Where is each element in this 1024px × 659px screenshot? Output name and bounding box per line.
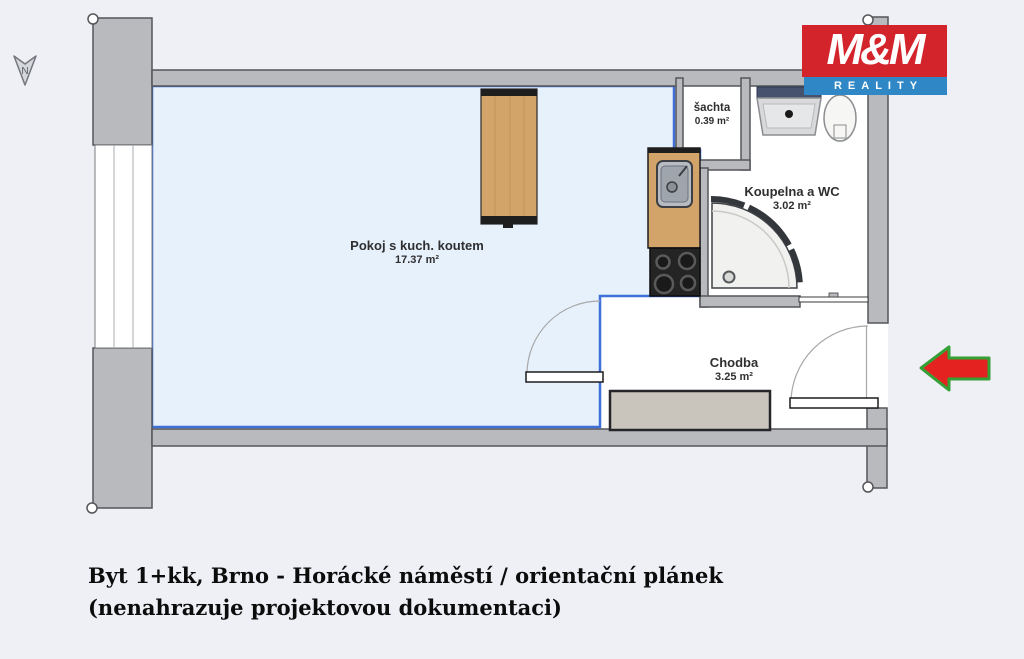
wall-bathroom-bottom bbox=[700, 296, 800, 307]
entrance-arrow-icon bbox=[921, 347, 989, 390]
room-area: 0.39 m² bbox=[694, 116, 730, 127]
wall-bathroom-left bbox=[700, 168, 708, 307]
wall-left-top-pillar bbox=[93, 18, 152, 145]
corner-marker bbox=[88, 14, 98, 24]
room-name: Pokoj s kuch. koutem bbox=[350, 238, 484, 253]
caption-line-1: Byt 1+kk, Brno - Horácké náměstí / orientační plánek bbox=[88, 563, 723, 588]
room-name: Chodba bbox=[709, 355, 759, 370]
room-area: 3.02 m² bbox=[773, 200, 811, 212]
room-label-pokoj bbox=[350, 238, 484, 267]
room-area: 17.37 m² bbox=[394, 254, 440, 266]
caption-line-2: (nenahrazuje projektovou dokumentaci) bbox=[88, 595, 562, 620]
caption bbox=[88, 560, 988, 624]
table bbox=[481, 89, 537, 228]
wall-left-bottom-pillar bbox=[93, 348, 152, 508]
floor-doorway bbox=[868, 323, 888, 408]
wall-right-bottom bbox=[867, 408, 887, 488]
room-name: šachta bbox=[693, 102, 731, 114]
corner-marker bbox=[863, 482, 873, 492]
room-label-chodba bbox=[710, 355, 758, 384]
corner-marker bbox=[87, 503, 97, 513]
wall-bottom-strip bbox=[152, 429, 887, 446]
toilet bbox=[824, 95, 856, 141]
logo-sub-text: REALITY bbox=[833, 79, 924, 92]
mm-reality-logo bbox=[802, 25, 947, 77]
mm-reality-logo-bar bbox=[804, 77, 947, 95]
room-label-koupelna bbox=[744, 184, 839, 213]
room-label-sachta bbox=[694, 102, 730, 128]
logo-brand-text: M&M bbox=[826, 25, 923, 74]
room-name: Koupelna a WC bbox=[744, 184, 840, 199]
compass-label: N bbox=[21, 66, 29, 77]
room-area: 3.25 m² bbox=[715, 371, 753, 383]
kitchen-sink bbox=[657, 161, 692, 207]
window-left bbox=[95, 145, 152, 348]
corner-marker bbox=[863, 15, 873, 25]
hall-cabinet bbox=[610, 391, 770, 430]
compass-icon bbox=[14, 56, 36, 85]
stove bbox=[650, 248, 700, 296]
wall-top-strip bbox=[152, 70, 888, 86]
wall-shaft-right bbox=[741, 78, 750, 170]
